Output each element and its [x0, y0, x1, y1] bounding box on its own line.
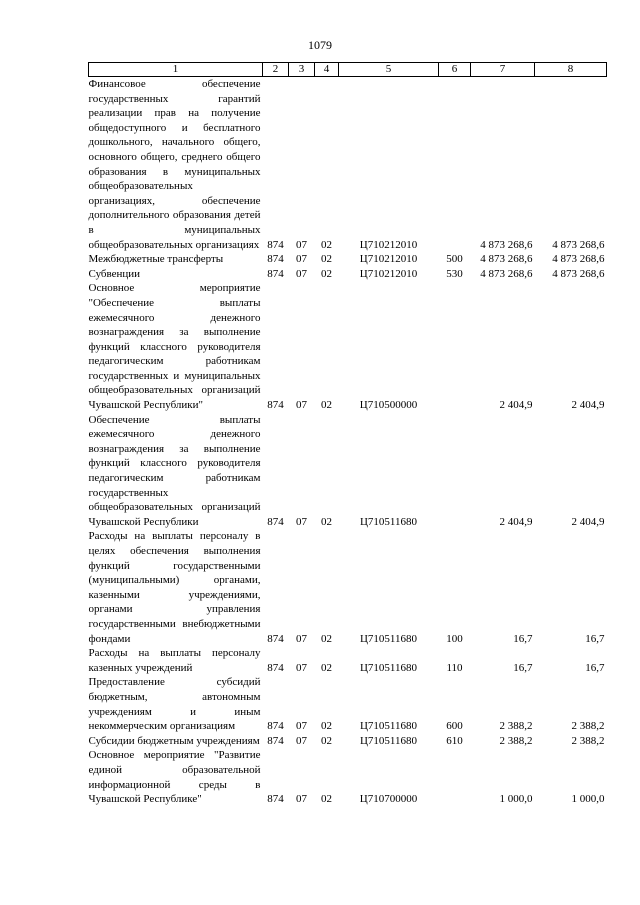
- cell-subsection: 02: [321, 238, 332, 251]
- cell-expense-type: [439, 413, 471, 530]
- cell-section: 07: [296, 267, 307, 280]
- cell-subsection: 02: [321, 399, 332, 412]
- cell-amount-1: 16,7: [513, 632, 533, 645]
- cell-subsection: 02: [321, 720, 332, 733]
- table-row: [89, 413, 607, 530]
- cell-amount-2: 4 873 268,6: [552, 267, 605, 280]
- table-row: [89, 281, 607, 412]
- header-col-8: 8: [535, 63, 607, 77]
- cell-amount-2: 16,7: [585, 661, 605, 674]
- cell-target-code: Ц710511680: [359, 632, 418, 645]
- cell-subsection: 02: [321, 515, 332, 528]
- cell-section: 07: [296, 632, 307, 645]
- row-name: Межбюджетные трансферты: [88, 253, 224, 266]
- cell-target-code: Ц710511680: [359, 661, 418, 674]
- cell-amount-1: 2 404,9: [499, 399, 533, 412]
- cell-expense-type: 100: [446, 632, 463, 645]
- cell-target-code: Ц710511680: [359, 734, 418, 747]
- row-name: Основное мероприятие "Обеспечение выплаты ежемесячного денежного вознаграждения за выполнение функций классного руководителя педагогическим работникам государственных и муниципальных общеобразовательных организаций Чувашской Республики": [88, 282, 261, 412]
- cell-target-code: Ц710212010: [359, 253, 418, 266]
- cell-expense-type: 500: [446, 253, 463, 266]
- header-col-4: 4: [315, 63, 339, 77]
- cell-ministry: 874: [267, 399, 284, 412]
- cell-section: 07: [296, 253, 307, 266]
- cell-section: 07: [296, 734, 307, 747]
- cell-target-code: Ц710511680: [359, 515, 418, 528]
- cell-subsection: 02: [321, 661, 332, 674]
- cell-amount-1: 4 873 268,6: [480, 238, 533, 251]
- cell-section: 07: [296, 661, 307, 674]
- cell-ministry: 874: [267, 253, 284, 266]
- cell-ministry: 874: [267, 734, 284, 747]
- row-name: Финансовое обеспечение государственных гарантий реализации прав на получение общедоступного и бесплатного дошкольного, начального общего, основного общего, среднего общего образования в муниципальных общеобразовательных организациях, обеспечение дополнительного образования детей в муниципальных общеобразовательных организациях: [88, 78, 261, 251]
- cell-section: 07: [296, 515, 307, 528]
- cell-amount-2: 1 000,0: [571, 793, 605, 806]
- row-name: Субсидии бюджетным учреждениям: [88, 734, 260, 747]
- table-row: [89, 529, 607, 646]
- cell-amount-1: 4 873 268,6: [480, 267, 533, 280]
- cell-amount-2: 4 873 268,6: [552, 253, 605, 266]
- cell-expense-type: 110: [446, 661, 463, 674]
- budget-table: [88, 62, 607, 807]
- cell-expense-type: 610: [446, 734, 463, 747]
- cell-target-code: Ц710500000: [359, 399, 418, 412]
- table-row: [89, 675, 607, 733]
- cell-target-code: Ц710511680: [359, 720, 418, 733]
- cell-ministry: 874: [267, 720, 284, 733]
- cell-section: 07: [296, 238, 307, 251]
- cell-target-code: Ц710700000: [359, 793, 418, 806]
- header-col-5: 5: [339, 63, 439, 77]
- table-row: [89, 734, 607, 749]
- cell-ministry: 874: [267, 515, 284, 528]
- header-col-7: 7: [471, 63, 535, 77]
- header-col-2: 2: [263, 63, 289, 77]
- cell-amount-2: 2 404,9: [571, 399, 605, 412]
- cell-section: 07: [296, 720, 307, 733]
- cell-amount-2: 4 873 268,6: [552, 238, 605, 251]
- cell-amount-2: 2 388,2: [571, 734, 605, 747]
- cell-subsection: 02: [321, 734, 332, 747]
- row-name: Обеспечение выплаты ежемесячного денежного вознаграждения за выполнение функций классного руководителя педагогическим работникам государственных общеобразовательных организаций Чувашской Республики: [88, 413, 261, 528]
- cell-ministry: 874: [267, 793, 284, 806]
- cell-subsection: 02: [321, 267, 332, 280]
- header-col-1: 1: [89, 63, 263, 77]
- header-row: [89, 63, 607, 77]
- cell-expense-type: 530: [446, 267, 463, 280]
- cell-expense-type: 600: [446, 720, 463, 733]
- row-name: Расходы на выплаты персоналу в целях обеспечения выполнения функций государственными (муниципальными) органами, казенными учреждениями, органами управления государственными внебюджетными фондами: [88, 530, 261, 645]
- cell-target-code: Ц710212010: [359, 238, 418, 251]
- table-row: [89, 77, 607, 253]
- cell-subsection: 02: [321, 253, 332, 266]
- table-row: [89, 748, 607, 806]
- cell-amount-1: 2 404,9: [499, 515, 533, 528]
- header-col-3: 3: [289, 63, 315, 77]
- header-col-6: 6: [439, 63, 471, 77]
- cell-expense-type: [439, 748, 471, 806]
- cell-ministry: 874: [267, 661, 284, 674]
- row-name: Расходы на выплаты персоналу казенных учреждений: [88, 647, 261, 674]
- cell-section: 07: [296, 793, 307, 806]
- cell-ministry: 874: [267, 238, 284, 251]
- cell-ministry: 874: [267, 632, 284, 645]
- table-row: [89, 252, 607, 267]
- cell-ministry: 874: [267, 267, 284, 280]
- row-name: Основное мероприятие "Развитие единой образовательной информационной среды в Чувашской Республике": [88, 749, 261, 806]
- cell-section: 07: [296, 399, 307, 412]
- cell-amount-1: 1 000,0: [499, 793, 533, 806]
- cell-subsection: 02: [321, 793, 332, 806]
- table-row: [89, 646, 607, 675]
- cell-expense-type: [439, 77, 471, 253]
- page-number: 1079: [308, 38, 332, 52]
- table-row: [89, 267, 607, 282]
- cell-amount-1: 2 388,2: [499, 720, 533, 733]
- cell-amount-2: 16,7: [585, 632, 605, 645]
- cell-amount-2: 2 388,2: [571, 720, 605, 733]
- row-name: Субвенции: [88, 267, 141, 280]
- cell-amount-1: 4 873 268,6: [480, 253, 533, 266]
- cell-amount-2: 2 404,9: [571, 515, 605, 528]
- cell-target-code: Ц710212010: [359, 267, 418, 280]
- row-name: Предоставление субсидий бюджетным, автономным учреждениям и иным некоммерческим организациям: [88, 676, 261, 733]
- cell-amount-1: 2 388,2: [499, 734, 533, 747]
- cell-subsection: 02: [321, 632, 332, 645]
- cell-amount-1: 16,7: [513, 661, 533, 674]
- cell-expense-type: [439, 281, 471, 412]
